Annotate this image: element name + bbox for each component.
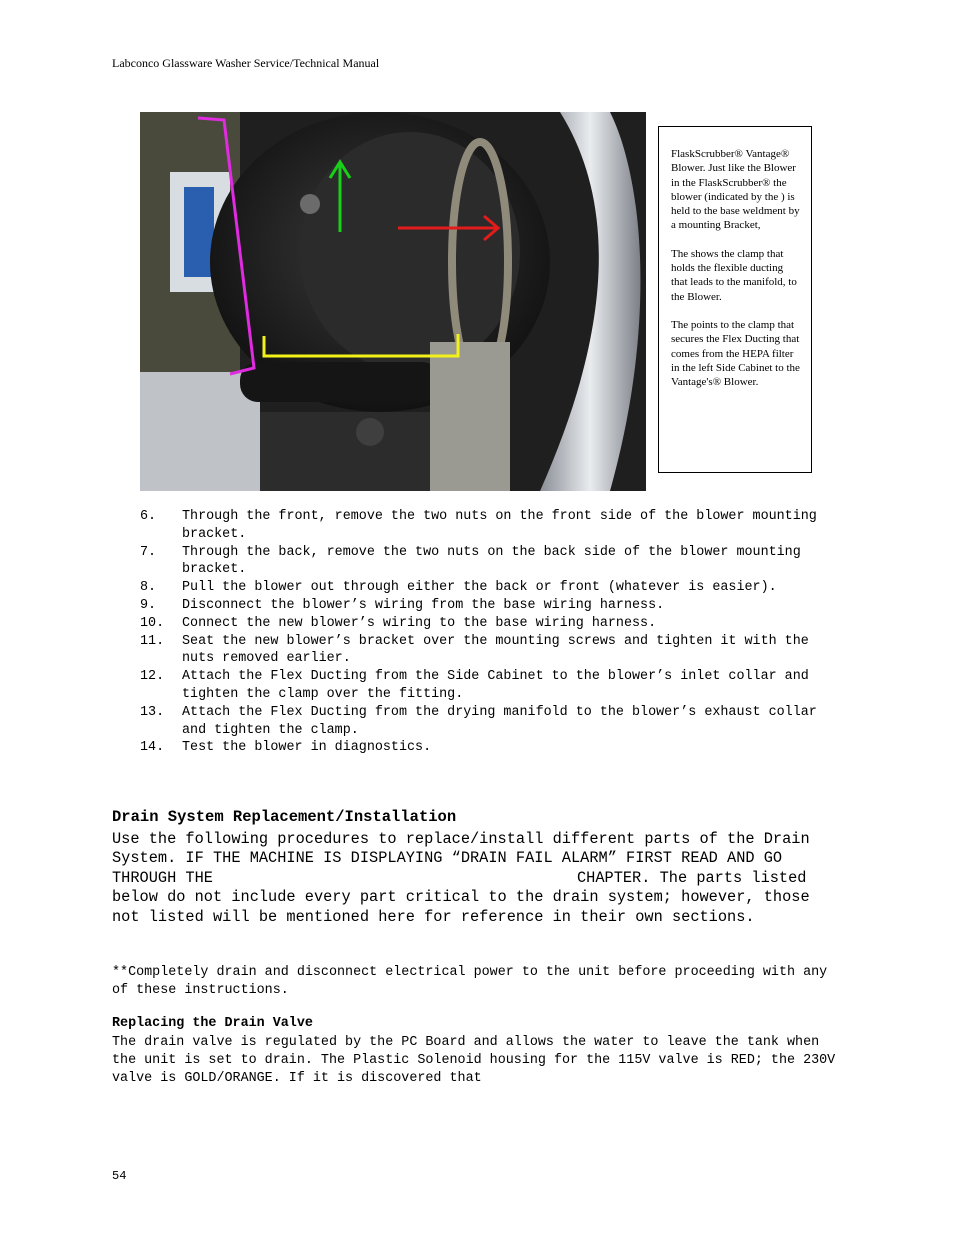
step-number: 9.: [140, 597, 157, 613]
list-item: [140, 579, 840, 597]
subsection-heading: Replacing the Drain Valve: [112, 1016, 313, 1031]
step-text: Connect the new blower’s wiring to the base wiring harness.: [182, 615, 657, 631]
caption-paragraph-3: The points to the clamp that secures the Flex Ducting that comes from the HEPA filter in the left Side Cabinet to the Vantage's® Blower.: [671, 318, 800, 389]
blower-procedure-steps: [140, 508, 840, 757]
intro-text-part-1: Use the following procedures to replace/install different parts of the Drain System. IF THE MACHINE IS DISPLAYING “DRAIN FAIL ALARM” FIRST READ AND GO THROUGH THE: [112, 830, 810, 887]
section-heading: Drain System Replacement/Installation: [112, 808, 457, 826]
drain-valve-paragraph: The drain valve is regulated by the PC Board and allows the water to leave the tank when the unit is set to drain. The Plastic Solenoid housing for the 115V valve is RED; the 230V valve is GOLD/ORANGE. If it is discovered that: [112, 1035, 836, 1086]
step-number: 12.: [140, 669, 165, 685]
list-item: [140, 508, 840, 544]
caption-paragraph-1: FlaskScrubber® Vantage® Blower. Just like the Blower in the FlaskScrubber® the blower (indicated by the ) is held to the base weldment by a mounting Bracket,: [671, 148, 800, 232]
blower-photo: [140, 112, 646, 491]
step-text: Test the blower in diagnostics.: [182, 740, 432, 756]
step-number: 11.: [140, 633, 165, 649]
step-text: Through the back, remove the two nuts on the back side of the blower mounting bracket.: [182, 544, 801, 578]
step-text: Attach the Flex Ducting from the drying manifold to the blower’s exhaust collar and tighten the clamp.: [182, 704, 817, 738]
photo-caption-box: [658, 126, 812, 473]
step-number: 14.: [140, 740, 165, 756]
step-number: 10.: [140, 615, 165, 631]
step-number: 8.: [140, 580, 157, 596]
step-text: Pull the blower out through either the back or front (whatever is easier).: [182, 580, 777, 596]
step-text: Seat the new blower’s bracket over the mounting screws and tighten it with the nuts removed earlier.: [182, 633, 809, 667]
page-number: 54: [112, 1169, 127, 1183]
running-header: Labconco Glassware Washer Service/Technical Manual: [112, 56, 380, 70]
step-number: 6.: [140, 509, 157, 524]
caption-paragraph-2: The shows the clamp that holds the flexible ducting that leads to the manifold, to the Blower.: [671, 247, 797, 303]
step-text: Disconnect the blower’s wiring from the base wiring harness.: [182, 597, 665, 613]
list-item: [140, 739, 840, 757]
list-item: [140, 544, 840, 580]
list-item: [140, 615, 840, 633]
intro-text-part-2: CHAPTER. The parts listed below do not include every part critical to the drain system; however, those not listed will be mentioned here for reference in their own sections.: [112, 868, 810, 926]
step-text: Through the front, remove the two nuts on the front side of the blower mounting bracket.: [182, 509, 817, 542]
step-text: Attach the Flex Ducting from the Side Cabinet to the blower’s inlet collar and tighten the clamp over the fitting.: [182, 669, 809, 702]
drain-intro-paragraph: [112, 830, 842, 927]
step-number: 7.: [140, 544, 157, 560]
list-item: [140, 597, 840, 615]
step-number: 13.: [140, 704, 165, 720]
safety-warning: **Completely drain and disconnect electrical power to the unit before proceeding with any of these instructions.: [112, 965, 828, 998]
blower-photo-illustration: [140, 112, 646, 491]
list-item: [140, 668, 840, 704]
list-item: [140, 704, 840, 740]
list-item: [140, 633, 840, 669]
